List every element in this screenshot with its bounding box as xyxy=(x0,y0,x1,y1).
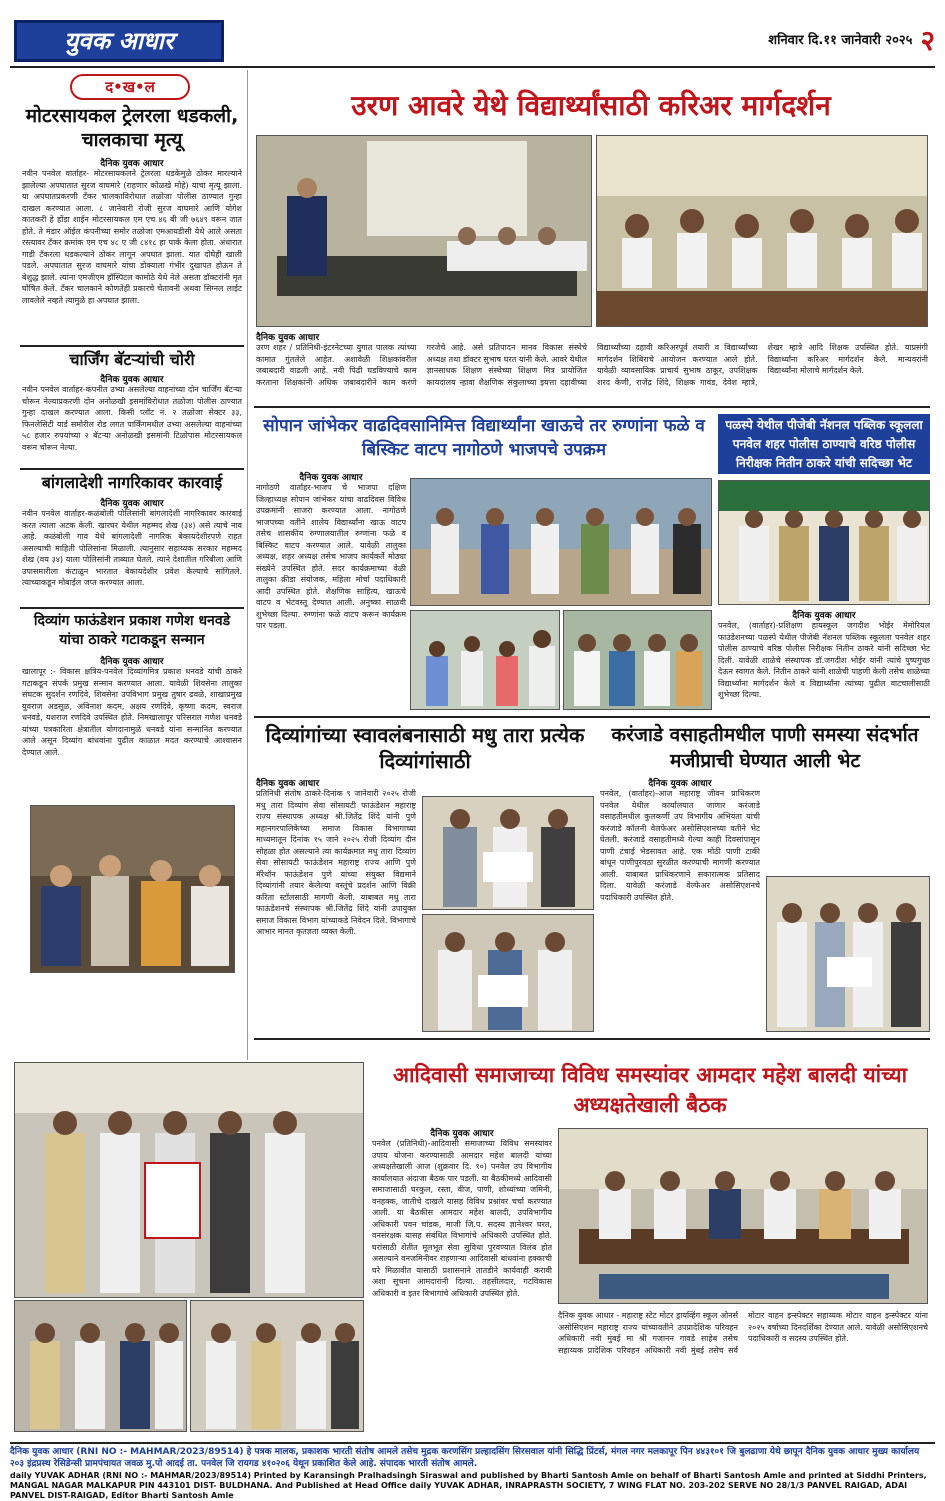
divyang-memo-photo-2 xyxy=(422,914,594,1032)
uran-stage-photo xyxy=(256,135,592,327)
divider xyxy=(254,1038,930,1040)
story-divyang-text: प्रतिनिधी संतोष ठाकरे-दिनांक ९ जानेवारी २०२५ रोजी मधु तारा दिव्यांग सेवा सोसायटी फाऊंडेशन महाराष्ट्र राज्य संस्थापक अध्यक्ष श्री.जितेंद्र शिंदे यांनी पुणे महानगरपालिकेच्या समाज विकास विभागाच्या माध्यमातून दिनांक १५ जाने २०२५ रोजी दिव्यांग दीन सोहळा होत असल्याने त्या कार्यक्रमात मधु तारा दिव्यांग सेवा सोसायटी फाऊंडेशन महाराष्ट्र राज्य आणि पुणे मॅरेथॉन फाऊंडेशन पुणे यांच्या संयुक्त विद्यमाने दिव्यांगांनी तयार केलेल्या वस्तूंचे प्रदर्शन आणि विक्री करिता स्टॉलसाठी मागणी केली. याबाबत मधु तारा फाऊंडेशनचे संस्थापक श्री.जितेंद्र शिंदे यांनी उपायुक्त समाज विकास विभाग यांच्याकडे निवेदन दिले. विभागाचे आभार मानत कृतज्ञता व्यक्त केली. xyxy=(256,789,416,936)
story-uran-headline: उरण आवरे येथे विद्यार्थ्यांसाठी करिअर मार्गदर्शन xyxy=(351,89,831,122)
story-dhanvade-text: खालापूर :- विकास क्षत्रिय-पनवेल दिव्यांगमित्र प्रकाश धनवडे यांची ठाकरे गटाकडून संपर्क प्रमुख सन्मान करण्यात आला. यावेळी शिवसेना तालुका संघटक सुदर्शन रणदिवे, शिवसेना उपविभाग प्रमुख तुषार ढवळे, शाखाप्रमुख युवराज अडसूळ, अविनाश कदम, अक्षय रणदिवे, कृष्णा कदम, स्वराज धनवडे, यशराज रणदिवे उपस्थित होते. निमखालापूर परिसरात गणेश धनवडे यांच्या पत्रकारिता क्षेत्रातील योगदानामुळे धनवडे यांना सन्मानित करण्यात आले असून दिव्यांग बांधवांना पुढील काळात मदत करण्याचे आश्वासन देण्यात आले. xyxy=(22,667,242,757)
story-adivasi-byline: दैनिक युवक आधार xyxy=(430,1129,494,1139)
story-motorcycle-text: नवीन पनवेल वार्ताहर- मोटरसायकलने ट्रेलरला धडकेमुळे ठोकर मारल्याने झालेल्या अपघातात सुरज वाघमारे (राहणार कोळखे मोहे) याचा मृत्यू झाला. या अपघातप्रकरणी टँकर चालकाविरोधात तळोजा पोलीस ठाण्यात गुन्हा दाखल करण्यात आला. ८ जानेवारी रोजी सुरज वाघमारे आणि योगेश कातकरी हे होंडा शाईन मोटरसायकल एम एच ४६ बी जी ७६४९ वरून जात होते. ते मंडार ऑईल कंपनीच्या समोर तळोजा एमआयडीसी येथे आले असता रस्त्यावर टँकर क्रमांक एम एच ४८ ए जी ८४१८ हा पार्क केला होता. अंधारात गाडी टँकरला धडकल्याने ठोकर लागून अपघात झाला. यात दोघेही खाली पडले. अपघातात सुरज वाघमारे यांचा डोक्याला गंभीर दुखापत होऊन ते बेशुद्ध झाले. त्यांना एमजीएम हॉस्पिटल कामोठे येथे नेले असता डॉक्टरांनी मृत घोषित केले. टँकर चालकाने कोणतेही प्रकारचे चेतावनी अथवा सिग्नल लाईट लावलेले नव्हते त्यामुळे हा अपघात झाला. xyxy=(22,169,242,305)
calendar-photo-3-art xyxy=(191,1301,364,1432)
story-bangladeshi-headline: बांगलादेशी नागरिकावर कारवाई xyxy=(41,473,223,492)
dateline xyxy=(680,24,935,58)
imprint-footer xyxy=(10,1442,935,1500)
story-uran-byline: दैनिक युवक आधार xyxy=(256,333,320,343)
story-battery-headline: चार्जिंग बॅटऱ्यांची चोरी xyxy=(69,350,195,369)
calendar-photo-2 xyxy=(14,1300,187,1432)
divyang-memo-photo-1-art xyxy=(423,797,594,910)
sopan-children-photo-art xyxy=(411,611,560,710)
story-karanjade-byline: दैनिक युवक आधार xyxy=(648,779,712,789)
story-bangladeshi-byline: दैनिक युवक आधार xyxy=(100,499,164,509)
story-karanjade-headline: करंजाडे वसाहतीमधील पाणी समस्या संदर्भात मजीप्राची घेण्यात आली भेट xyxy=(611,724,919,772)
police-visit-photo xyxy=(718,480,930,605)
sopan-hospital-photo-art xyxy=(564,611,712,710)
felicitation-photo-art xyxy=(31,806,235,973)
adivasi-meeting-photo xyxy=(558,1128,928,1304)
story-battery-text: नवीन पनवेल वार्ताहर-कंपनीत उभ्या असलेल्या वाहनांच्या दोन चार्जिंग बॅटऱ्या चोरून नेल्याप्रकरणी दोन अनोळखी इसमांविरोधात तळोजा पोलीस ठाण्यात गुन्हा दाखल करण्यात आला. किसी प्लॉट नं. २ तळोजा सेक्टर ३३, फिनलेसिटी यार्ड समोरील रोड लगत पार्किंगमधील उभ्या असलेल्या वाहनांच्या ५८ हजार रुपयांच्या २ बॅटऱ्या अनोळखी इसमांनी टिळोपास मोटरसायकल वरून चोरून नेल्या. xyxy=(22,385,242,452)
karanjade-meeting-photo-art xyxy=(767,877,930,1032)
hidden-spacer xyxy=(14,1062,15,1063)
story-police-text: पनवेल, (वार्ताहर)-प्रशिक्षण हायस्कूल जगदीश भोईर मेमोरियल फाउंडेशनच्या पळस्पे येथील पीजेबी नॅशनल पब्लिक स्कूलला पनवेल शहर पोलीस ठाण्याचे वरिष्ठ पोलीस निरीक्षक नितीन ठाकरे यांनी सदिच्छा भेट दिली. यावेळी शाळेचे संस्थापक डॉ.जगदीश भोईर यांनी त्यांचे पुष्पगुच्छ देऊन स्वागत केले. नितीन ठाकरे यांनी शाळेची पाहणी केली तसेच शाळेच्या विद्यार्थ्यांना मार्गदर्शन केले व विद्यार्थ्यांना त्यांच्या पुढील वाटचालीसाठी शुभेच्छा दिल्या. xyxy=(718,621,930,699)
story-motorcycle-headline: मोटरसायकल ट्रेलरला धडकली, चालकाचा मृत्यू xyxy=(25,105,239,151)
sopan-group-photo xyxy=(410,478,712,606)
divider xyxy=(20,345,244,347)
felicitation-photo xyxy=(30,805,235,973)
sopan-hospital-photo xyxy=(563,610,712,710)
divider xyxy=(254,406,930,408)
divider xyxy=(254,716,930,718)
page-number: २ xyxy=(920,24,935,57)
story-divyang-byline: दैनिक युवक आधार xyxy=(256,779,320,789)
story-dhanvade-headline: दिव्यांग फाऊंडेशन प्रकाश गणेश धनवडे यांचा ठाकरे गटाकडून सन्मान xyxy=(33,613,231,648)
masthead-rule xyxy=(10,66,935,68)
story-karanjade-text: पनवेल, (वार्ताहर)-आज महाराष्ट्र जीवन प्राधिकरण पनवेल येथील कार्यालयात जाणार करंजाडे वसाहतीमधील कुलकर्णी उप विभागीय अभियंता यांची करंजाडे कॉलनी वेलफेअर असोसिएशनच्या वतीने भेट घेतली. करंजाडे वसाहतीमध्ये गेल्या काही दिवसांपासून पाणी टंचाई भेडसावत आहे. एक मोठी पाणी टाकी बांधून पाणीपुरवठा सुरळीत करण्याची मागणी करण्यात आली. याबाबत प्राधिकरणाने सकारात्मक प्रतिसाद दिला. यावेळी करंजाडे वेल्फेअर असोसिएशनचे पदाधिकारी उपस्थित होते. xyxy=(600,789,760,902)
uran-stage-photo-art xyxy=(257,136,592,327)
uran-classroom-photo xyxy=(596,135,928,327)
divyang-memo-photo-1 xyxy=(422,796,594,910)
story-police-byline: दैनिक युवक आधार xyxy=(792,611,856,621)
masthead-logo: युवक आधार xyxy=(14,20,224,62)
calendar-presentation-photo-art xyxy=(15,1063,364,1298)
karanjade-meeting-photo xyxy=(766,876,930,1032)
imprint-marathi: दैनिक युवक आधार (RNI NO :- MAHMAR/2023/89514) हे पत्रक मालक, प्रकाशक भारती संतोष आमले तसेच मुद्रक करणसिंग प्रल्हादसिंग सिरसवाल यांनी सिद्धि प्रिंटर्स, मंगल नगर मलकापूर पिन ४४३१०१ जि बुलढाणा येथे छापून दैनिक युवक आधार मुख्य कार्यालय २०३ इंद्रप्रस्थ रेसिडेन्सी प्रामपंचायत जवळ मु.पो आदई ता. पनवेल जि रायगड ४१०२०६ येथून प्रकाशित केले आहे. संपादक भारती संतोष आमले. xyxy=(10,1447,920,1469)
story-battery-byline: दैनिक युवक आधार xyxy=(100,375,164,385)
story-dhanvade-byline: दैनिक युवक आधार xyxy=(100,657,164,667)
divider xyxy=(20,607,244,609)
calendar-presentation-photo xyxy=(14,1062,364,1298)
story-sopan-text: नागोठणे वार्ताहर-भाजप चे भाजपा दक्षिण जिल्हाध्यक्ष सोपान जांभेकर यांचा वाढदिवस विविध उपक्रमांनी साजरा करण्यात आला. नागोठणे भाजपच्या वतीने शालेय विद्यार्थ्यांना खाऊ वाटप तसेच शासकीय रुग्णालयातील रुग्णांना फळे व बिस्किट वाटप करण्यात आले. यावेळी तालुका अध्यक्ष, शहर अध्यक्ष तसेच भाजप कार्यकर्ते मोठ्या संख्येने उपस्थित होते. सदर कार्यक्रमाच्या वेळी तालुका क्रीडा संयोजक, महिला मोर्चा पदाधिकारी आदी उपस्थित होते. शैक्षणिक साहित्य, खाऊचे वाटप व भेटवस्तू देण्यात आली. अनुष्का साळवी शुभेच्छा दिल्या. रुग्णांना फळे वाटप करून कार्यक्रम पार पडला. xyxy=(256,483,406,630)
sopan-group-photo-art xyxy=(411,479,712,606)
issue-date: शनिवार दि.११ जानेवारी २०२५ xyxy=(768,33,913,48)
imprint-english: daily YUVAK ADHAR (RNI NO :- MAHMAR/2023/89514) Printed by Karansingh Pralhadsingh Siraswal and published by Bharti Santosh Amle on behalf of Bharti Santosh Amle and printed at Siddhi Printers, MANGAL NAGAR MALKAPUR PIN 443101 DIST- BULDHANA. And Published at Head Office daily YUVAK ADHAR, INRAPRASTH SOCIETY, 7 WING FLAT NO. 203-202 SERVE NO 28/1/3 PANVEL RAIGAD, ADAI PANVEL DIST-RAIGAD, Editor Bharti Santosh Amle xyxy=(10,1471,927,1500)
story-divyang-headline: दिव्यांगांच्या स्वावलंबनासाठी मधु तारा प्रत्येक दिव्यांगांसाठी xyxy=(265,723,585,773)
story-police-headline: पळस्पे येथील पीजेबी नॅशनल पब्लिक स्कूलला पनवेल शहर पोलीस ठाण्याचे वरिष्ठ पोलीस निरीक्षक नितीन ठाकरे यांची सदिच्छा भेट xyxy=(718,414,930,474)
story-sopan-byline: दैनिक युवक आधार xyxy=(299,473,363,483)
story-bus-caption: दैनिक युवक आधार - महाराष्ट्र स्टेट मोटर ड्रायव्हिंग स्कूल ओनर्स असोसिएशन महाराष्ट्र राज्य यांच्यावतीने उपप्रादेशिक परिवहन अधिकारी नवी मुंबई मा श्री गजानन गावडे साहेब तसेच सहाय्यक प्रादेशिक परिवहन अधिकारी नवी मुंबई तसेच सर्व मोटार वाहन इन्स्पेक्टर सहाय्यक मोटार वाहन इन्स्पेक्टर यांना २०२५ वर्षाच्या दिनदर्शिका देण्यात आले. यावेळी असोसिएशनचे पदाधिकारी व सदस्य उपस्थित होते. xyxy=(558,1311,928,1355)
story-bangladeshi-text: नवीन पनवेल वार्ताहर-कळंबोली पोलिसांनी बांगलादेशी नागरिकावर कारवाई करत त्याला अटक केली. खारघर येथील महम्मद शेख (३४) असे त्याचे नाव आहे. कळंबोली गाव येथे बांगलादेशी नागरिक बेकायदेशीरपणे राहत असल्याची माहिती पोलिसांना मिळाली. त्यानुसार सहाय्यक सरकार महम्मद शेख (वय ३४) याला पोलिसांनी ताब्यात घेतले. त्याने देशातील गरिबीला आणि उपासमारीला कंटाळून भारतात बेकायदेशीर प्रवेश केल्याचे सांगितले. त्याच्याकडून मोबाईल जप्त करण्यात आला. xyxy=(22,509,242,587)
story-motorcycle-byline: दैनिक युवक आधार xyxy=(100,159,164,169)
adivasi-meeting-photo-art xyxy=(559,1129,928,1304)
section-label: द•ख•ल xyxy=(70,74,190,100)
police-visit-photo-art xyxy=(719,481,930,605)
story-sopan-headline: सोपान जांभेकर वाढदिवसानिमित्त विद्यार्थ्यांना खाऊचे तर रुग्णांना फळे व बिस्किट वाटप नागोठणे भाजपचे उपक्रम xyxy=(263,416,705,460)
story-adivasi-text: पनवेल (प्रतिनिधी)-आदिवासी समाजाच्या विविध समस्यांवर उपाय योजना करण्यासाठी आमदार महेश बालदी यांच्या अध्यक्षतेखाली आज (शुक्रवार दि. १०) पनवेल उप विभागीय कार्यालयात अंदाजा बैठक पार पडली. या बैठकीमध्ये आदिवासी समाजासाठी घरकुल, रस्ता, वीज, पाणी, शोध्यांच्या जमिनी, वनहक्क, जातीचे दाखले यासह विविध प्रश्नांवर चर्चा करण्यात आली. या बैठकीस आमदार महेश बालदी, उपविभागीय अधिकारी पवन चांडक, माजी जि.प. सदस्य ज्ञानेश्वर घरत, वनसंरक्षक यासह संबंधित विभागांचे अधिकारी उपस्थित होते. घरांसाठी शेतीत मूलभूत सेवा सुविधा पुरवण्यात विलंब होत असल्याने वनजमिनीवर राहणाऱ्या आदिवासी बांधवांना हक्काची घरे मिळावीत यासाठी प्रशासनाने तातडीने कार्यवाही करावी अशा सूचना आमदारांनी दिल्या. तहसीलदार, गटविकास अधिकारी व इतर विभागांचे अधिकारी उपस्थित होते. xyxy=(372,1139,552,1298)
divyang-memo-photo-2-art xyxy=(423,915,594,1032)
calendar-photo-3 xyxy=(190,1300,364,1432)
divider xyxy=(20,468,244,470)
story-uran-text: उरण शहर / प्रतिनिधी-इंटरनेटच्या युगात पालक त्यांच्या कामात गुंतलेले आहेत. अशावेळी शिक्षकांवरील जबाबदारी वाढली आहे. नवी पिढी घडविण्याचे काम करताना शिक्षकांनी अधिक जबाबदारीने काम करणे गरजेचे आहे. असे प्रतिपादन मानव विकास संस्थेचे अध्यक्ष तथा डॉक्टर सुभाष घरत यांनी केले. आवरे येथील ज्ञानसाधक शिक्षण संस्थेच्या शिक्षण मित्र प्रायोजित कायदालय न्हावा शैक्षणिक संकुलाच्या इयत्ता दहावीच्या विद्यार्थ्यांच्या दहावी करिअरपूर्व तयारी व विद्यार्थ्यांच्या मार्गदर्शन शिबिराचे आयोजन करण्यात आले होते. यावेळी व्यावसायिक प्राचार्य सुभाष ठाकूर, उपशिक्षक शरद केणी, राजेंद्र शिंदे, शिक्षक गावंड, देवेश म्हात्रे, शेखर म्हात्रे आदि शिक्षक उपस्थित होते. याप्रसंगी विद्यार्थ्यांना करिअर मार्गदर्शन केले. मान्यवरांनी विद्यार्थ्यांना मोलाचे मार्गदर्शन केले. xyxy=(256,343,928,387)
sopan-children-photo xyxy=(410,610,560,710)
uran-classroom-photo-art xyxy=(597,136,928,327)
story-adivasi-headline: आदिवासी समाजाच्या विविध समस्यांवर आमदार महेश बालदी यांच्या अध्यक्षतेखाली बैठक xyxy=(392,1063,908,1117)
calendar-photo-2-art xyxy=(15,1301,187,1432)
